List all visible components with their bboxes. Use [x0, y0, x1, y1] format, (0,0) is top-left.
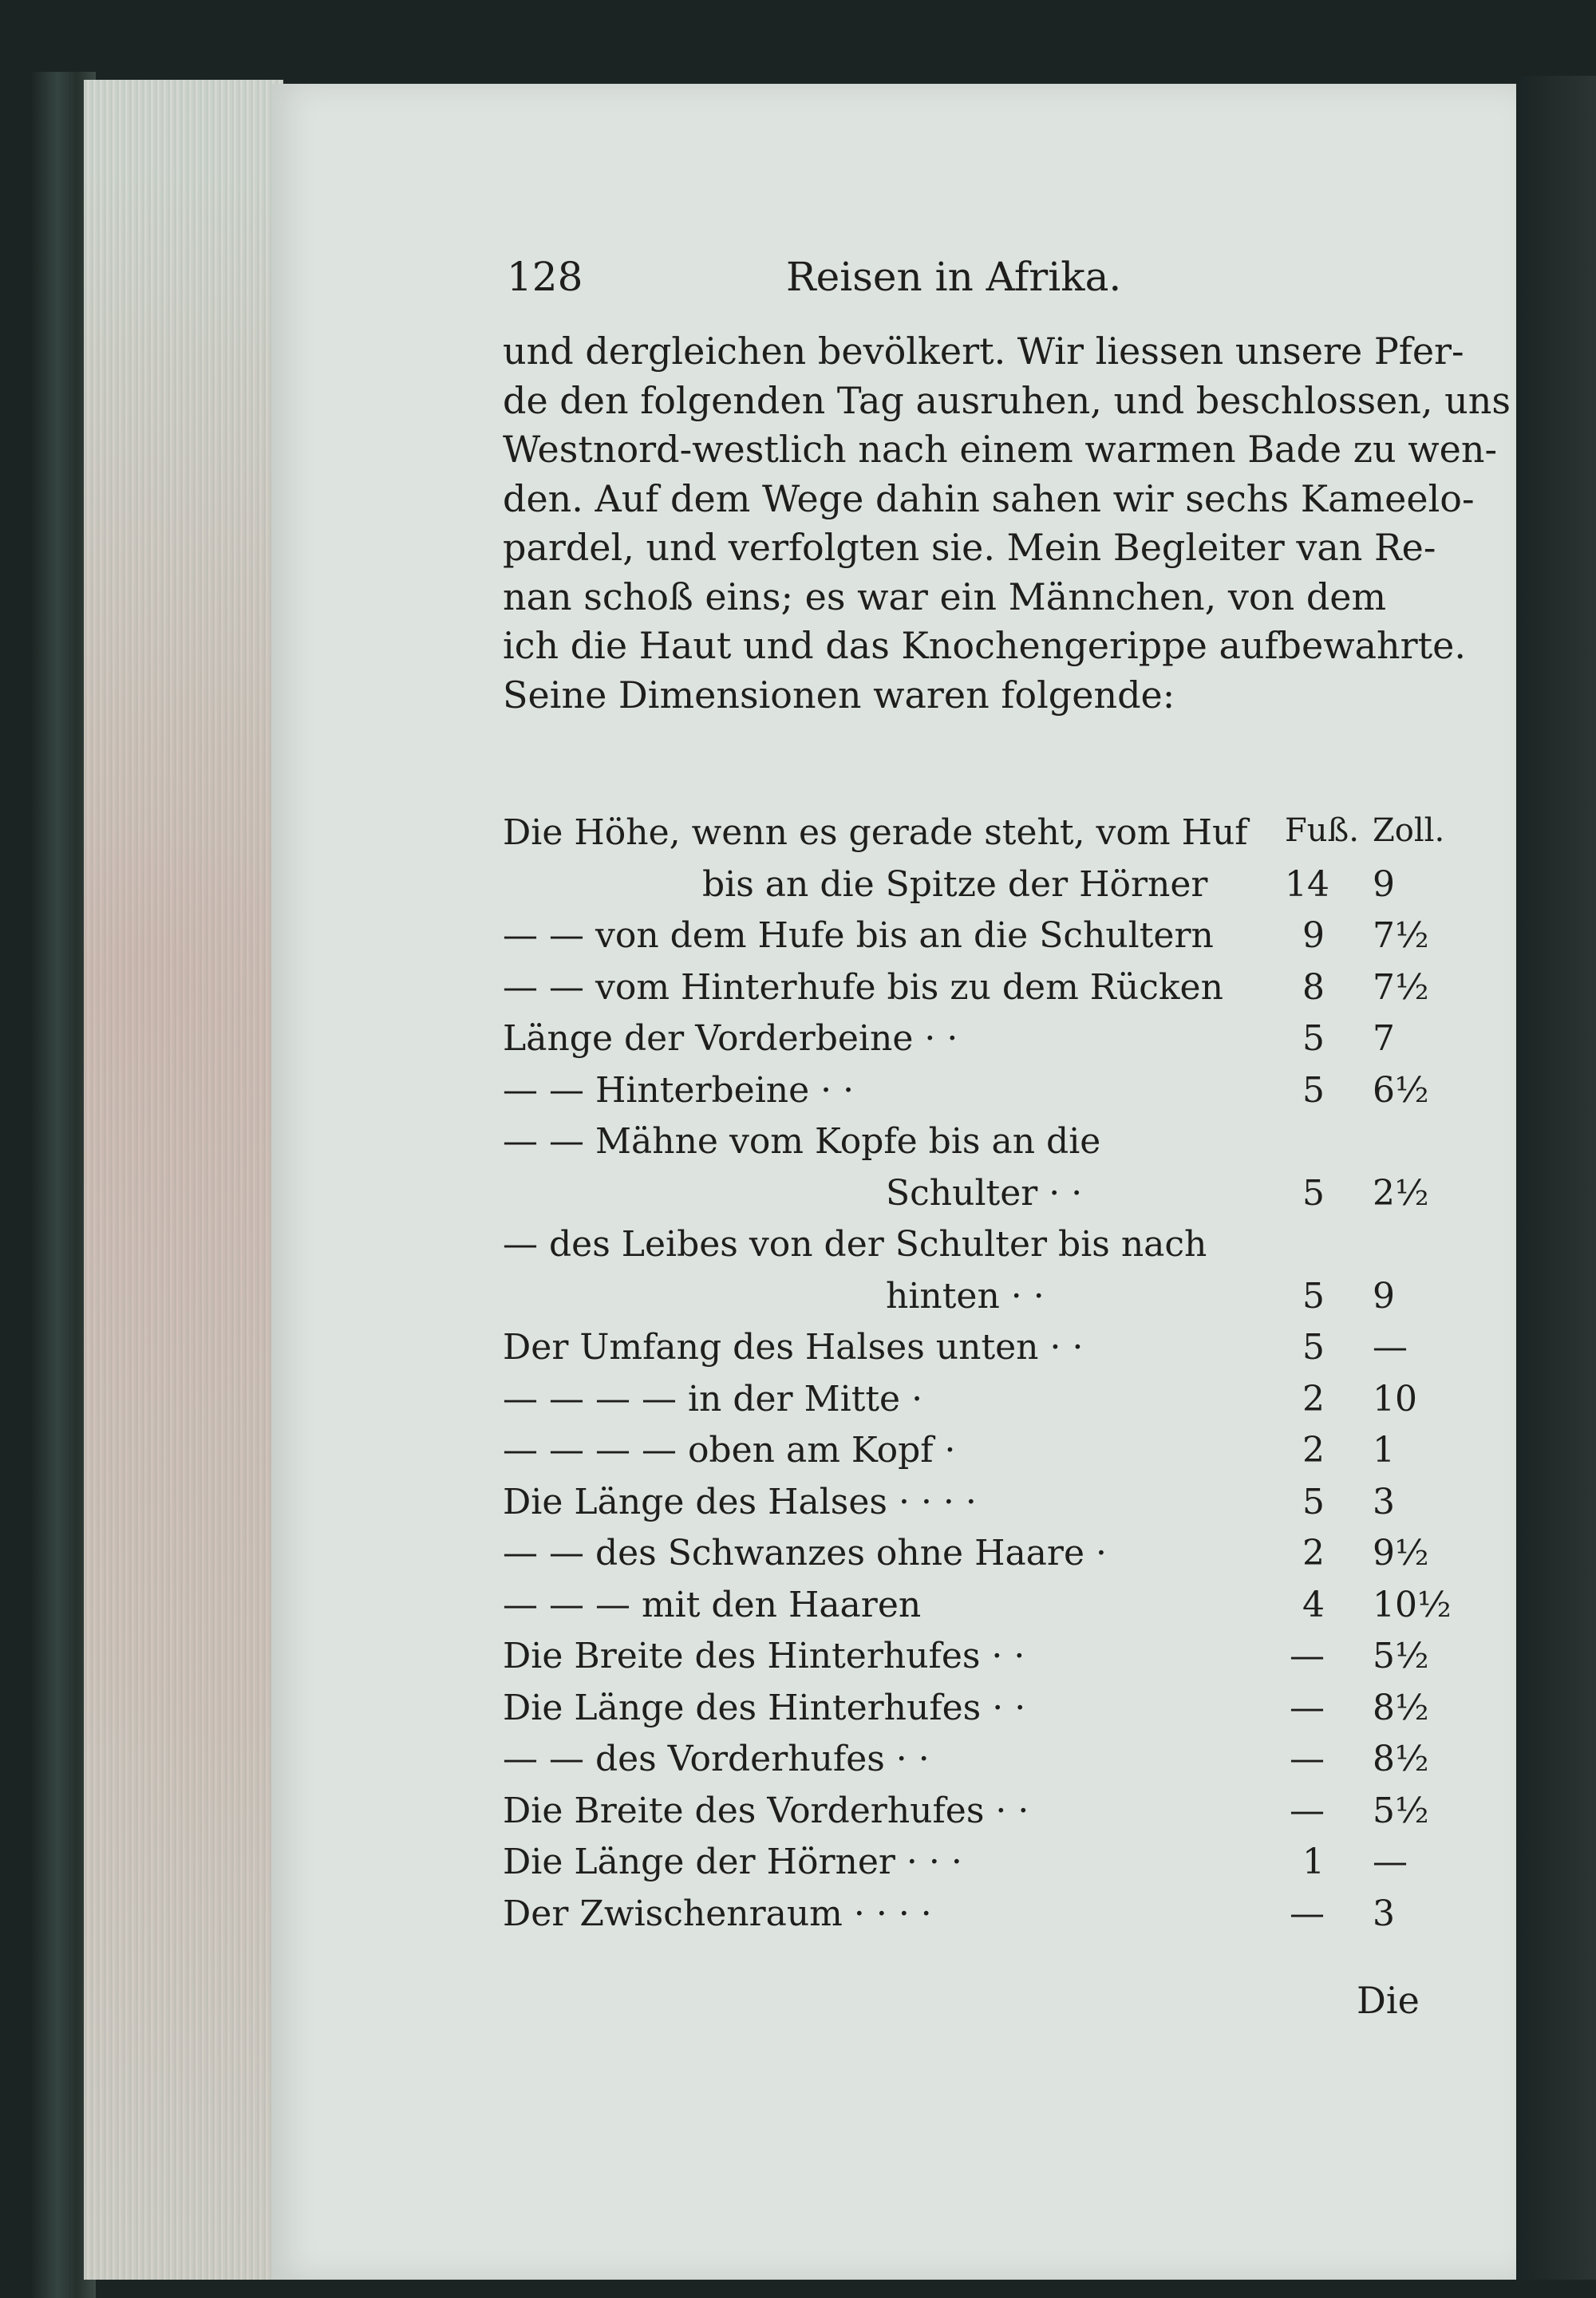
- row-inch-value: 9: [1373, 1275, 1395, 1317]
- row-foot-value: —: [1290, 1687, 1325, 1728]
- row-label: Die Höhe, wenn es gerade steht, vom Huf: [503, 812, 1248, 853]
- row-label: Die Breite des Hinterhufes · ·: [503, 1636, 1025, 1676]
- row-label: Der Umfang des Halses unten · ·: [503, 1327, 1084, 1368]
- row-inch-value: 6½: [1373, 1069, 1429, 1111]
- row-label: — des Leibes von der Schulter bis nach: [503, 1224, 1207, 1265]
- row-label: — — — mit den Haaren: [503, 1584, 922, 1625]
- table-row: [503, 1379, 1420, 1427]
- row-label: — — Hinterbeine · ·: [503, 1069, 855, 1111]
- row-inch-value: 10½: [1373, 1584, 1452, 1625]
- row-inch-value: 9½: [1373, 1533, 1429, 1573]
- row-foot-value: —: [1290, 1739, 1325, 1779]
- row-inch-value: —: [1373, 1842, 1408, 1882]
- paragraph-line: pardel, und verfolgten sie. Mein Begleiter van Re-: [503, 526, 1436, 569]
- table-row: [503, 1430, 1420, 1478]
- table-row: [503, 1069, 1429, 1118]
- table-row: [503, 966, 1429, 1015]
- paragraph-line: nan schoß eins; es war ein Männchen, von dem: [503, 574, 1387, 618]
- row-foot-value: 5: [1302, 1018, 1325, 1059]
- row-label: Die Länge des Hinterhufes · ·: [503, 1687, 1026, 1728]
- row-foot-value: —: [1290, 1636, 1325, 1676]
- page-number: 128: [507, 254, 583, 300]
- row-foot-value: 9: [1302, 915, 1325, 956]
- body-paragraph: [503, 327, 1511, 720]
- running-title: Reisen in Afrika.: [786, 254, 1122, 300]
- row-label: Schulter · ·: [886, 1172, 1083, 1214]
- table-row: [503, 1790, 1429, 1838]
- table-row: [503, 1018, 1420, 1066]
- row-inch-value: 3: [1373, 1481, 1395, 1522]
- row-label: Die Länge der Hörner · · ·: [503, 1842, 962, 1882]
- facing-page-edge: [1516, 76, 1596, 2280]
- table-row: [503, 1842, 1420, 1889]
- row-inch-value: 5½: [1373, 1636, 1429, 1676]
- table-row: [503, 1636, 1429, 1684]
- row-inch-value: 10: [1373, 1378, 1417, 1419]
- row-inch-value: Zoll.: [1373, 812, 1445, 849]
- row-inch-value: 7: [1373, 1018, 1395, 1059]
- row-inch-value: 7½: [1373, 966, 1429, 1008]
- row-label: Der Zwischenraum · · · ·: [503, 1893, 932, 1934]
- row-foot-value: 5: [1302, 1069, 1325, 1111]
- row-inch-value: 9: [1373, 863, 1395, 905]
- row-label: — — des Vorderhufes · ·: [503, 1739, 930, 1779]
- row-label: — — vom Hinterhufe bis zu dem Rücken: [503, 966, 1223, 1008]
- row-foot-value: 1: [1302, 1842, 1325, 1882]
- row-foot-value: 5: [1302, 1327, 1325, 1368]
- row-inch-value: 1: [1373, 1430, 1395, 1471]
- table-row: [503, 812, 1445, 860]
- catchword: Die: [1357, 1979, 1420, 2022]
- table-row: [503, 1327, 1420, 1375]
- row-label: bis an die Spitze der Hörner: [702, 863, 1208, 905]
- row-foot-value: 5: [1302, 1275, 1325, 1317]
- row-foot-value: 2: [1302, 1378, 1325, 1419]
- row-label: — — von dem Hufe bis an die Schultern: [503, 915, 1214, 956]
- table-row: [503, 1893, 1420, 1941]
- row-inch-value: 3: [1373, 1893, 1395, 1934]
- table-row: [503, 1687, 1429, 1735]
- paragraph-line: ich die Haut und das Knochengerippe aufbewahrte.: [503, 624, 1466, 667]
- row-foot-value: 2: [1302, 1430, 1325, 1471]
- page-edges: [84, 80, 283, 2280]
- table-row: [503, 1224, 1420, 1272]
- row-foot-value: 5: [1302, 1481, 1325, 1522]
- table-row: [503, 1482, 1420, 1530]
- paragraph-line: Seine Dimensionen waren folgende:: [503, 673, 1175, 717]
- table-row: [503, 1533, 1429, 1581]
- row-label: — — — — in der Mitte ·: [503, 1378, 923, 1419]
- row-foot-value: 8: [1302, 966, 1325, 1008]
- row-foot-value: —: [1290, 1790, 1325, 1831]
- row-foot-value: —: [1290, 1893, 1325, 1934]
- row-label: Die Breite des Vorderhufes · ·: [503, 1790, 1029, 1831]
- table-row: [503, 1739, 1429, 1787]
- row-inch-value: 8½: [1373, 1687, 1429, 1728]
- row-inch-value: —: [1373, 1327, 1408, 1368]
- table-row: [503, 864, 1420, 912]
- table-row: [503, 1276, 1420, 1324]
- row-label: Die Länge des Halses · · · ·: [503, 1481, 977, 1522]
- row-inch-value: 2½: [1373, 1172, 1429, 1214]
- row-foot-value: 2: [1302, 1533, 1325, 1573]
- row-foot-value: 5: [1302, 1172, 1325, 1214]
- row-label: — — — — oben am Kopf ·: [503, 1430, 956, 1471]
- row-inch-value: 8½: [1373, 1739, 1429, 1779]
- row-label: hinten · ·: [886, 1275, 1045, 1317]
- row-label: Länge der Vorderbeine · ·: [503, 1018, 958, 1059]
- row-inch-value: 5½: [1373, 1790, 1429, 1831]
- row-label: — — Mähne vom Kopfe bis an die: [503, 1121, 1101, 1162]
- paragraph-line: Westnord-westlich nach einem warmen Bade zu wen-: [503, 428, 1497, 471]
- paragraph-line: de den folgenden Tag ausruhen, und beschlossen, uns: [503, 378, 1511, 422]
- row-label: — — des Schwanzes ohne Haare ·: [503, 1533, 1107, 1573]
- row-inch-value: 7½: [1373, 915, 1429, 956]
- table-row: [503, 915, 1429, 963]
- row-foot-value: Fuß.: [1285, 812, 1359, 849]
- table-row: [503, 1172, 1429, 1221]
- row-foot-value: 4: [1302, 1584, 1325, 1625]
- table-row: [503, 1584, 1452, 1633]
- row-foot-value: 14: [1285, 863, 1329, 905]
- table-row: [503, 1121, 1420, 1169]
- paragraph-line: und dergleichen bevölkert. Wir liessen unsere Pfer-: [503, 330, 1464, 373]
- paragraph-line: den. Auf dem Wege dahin sahen wir sechs Kameelo-: [503, 476, 1475, 520]
